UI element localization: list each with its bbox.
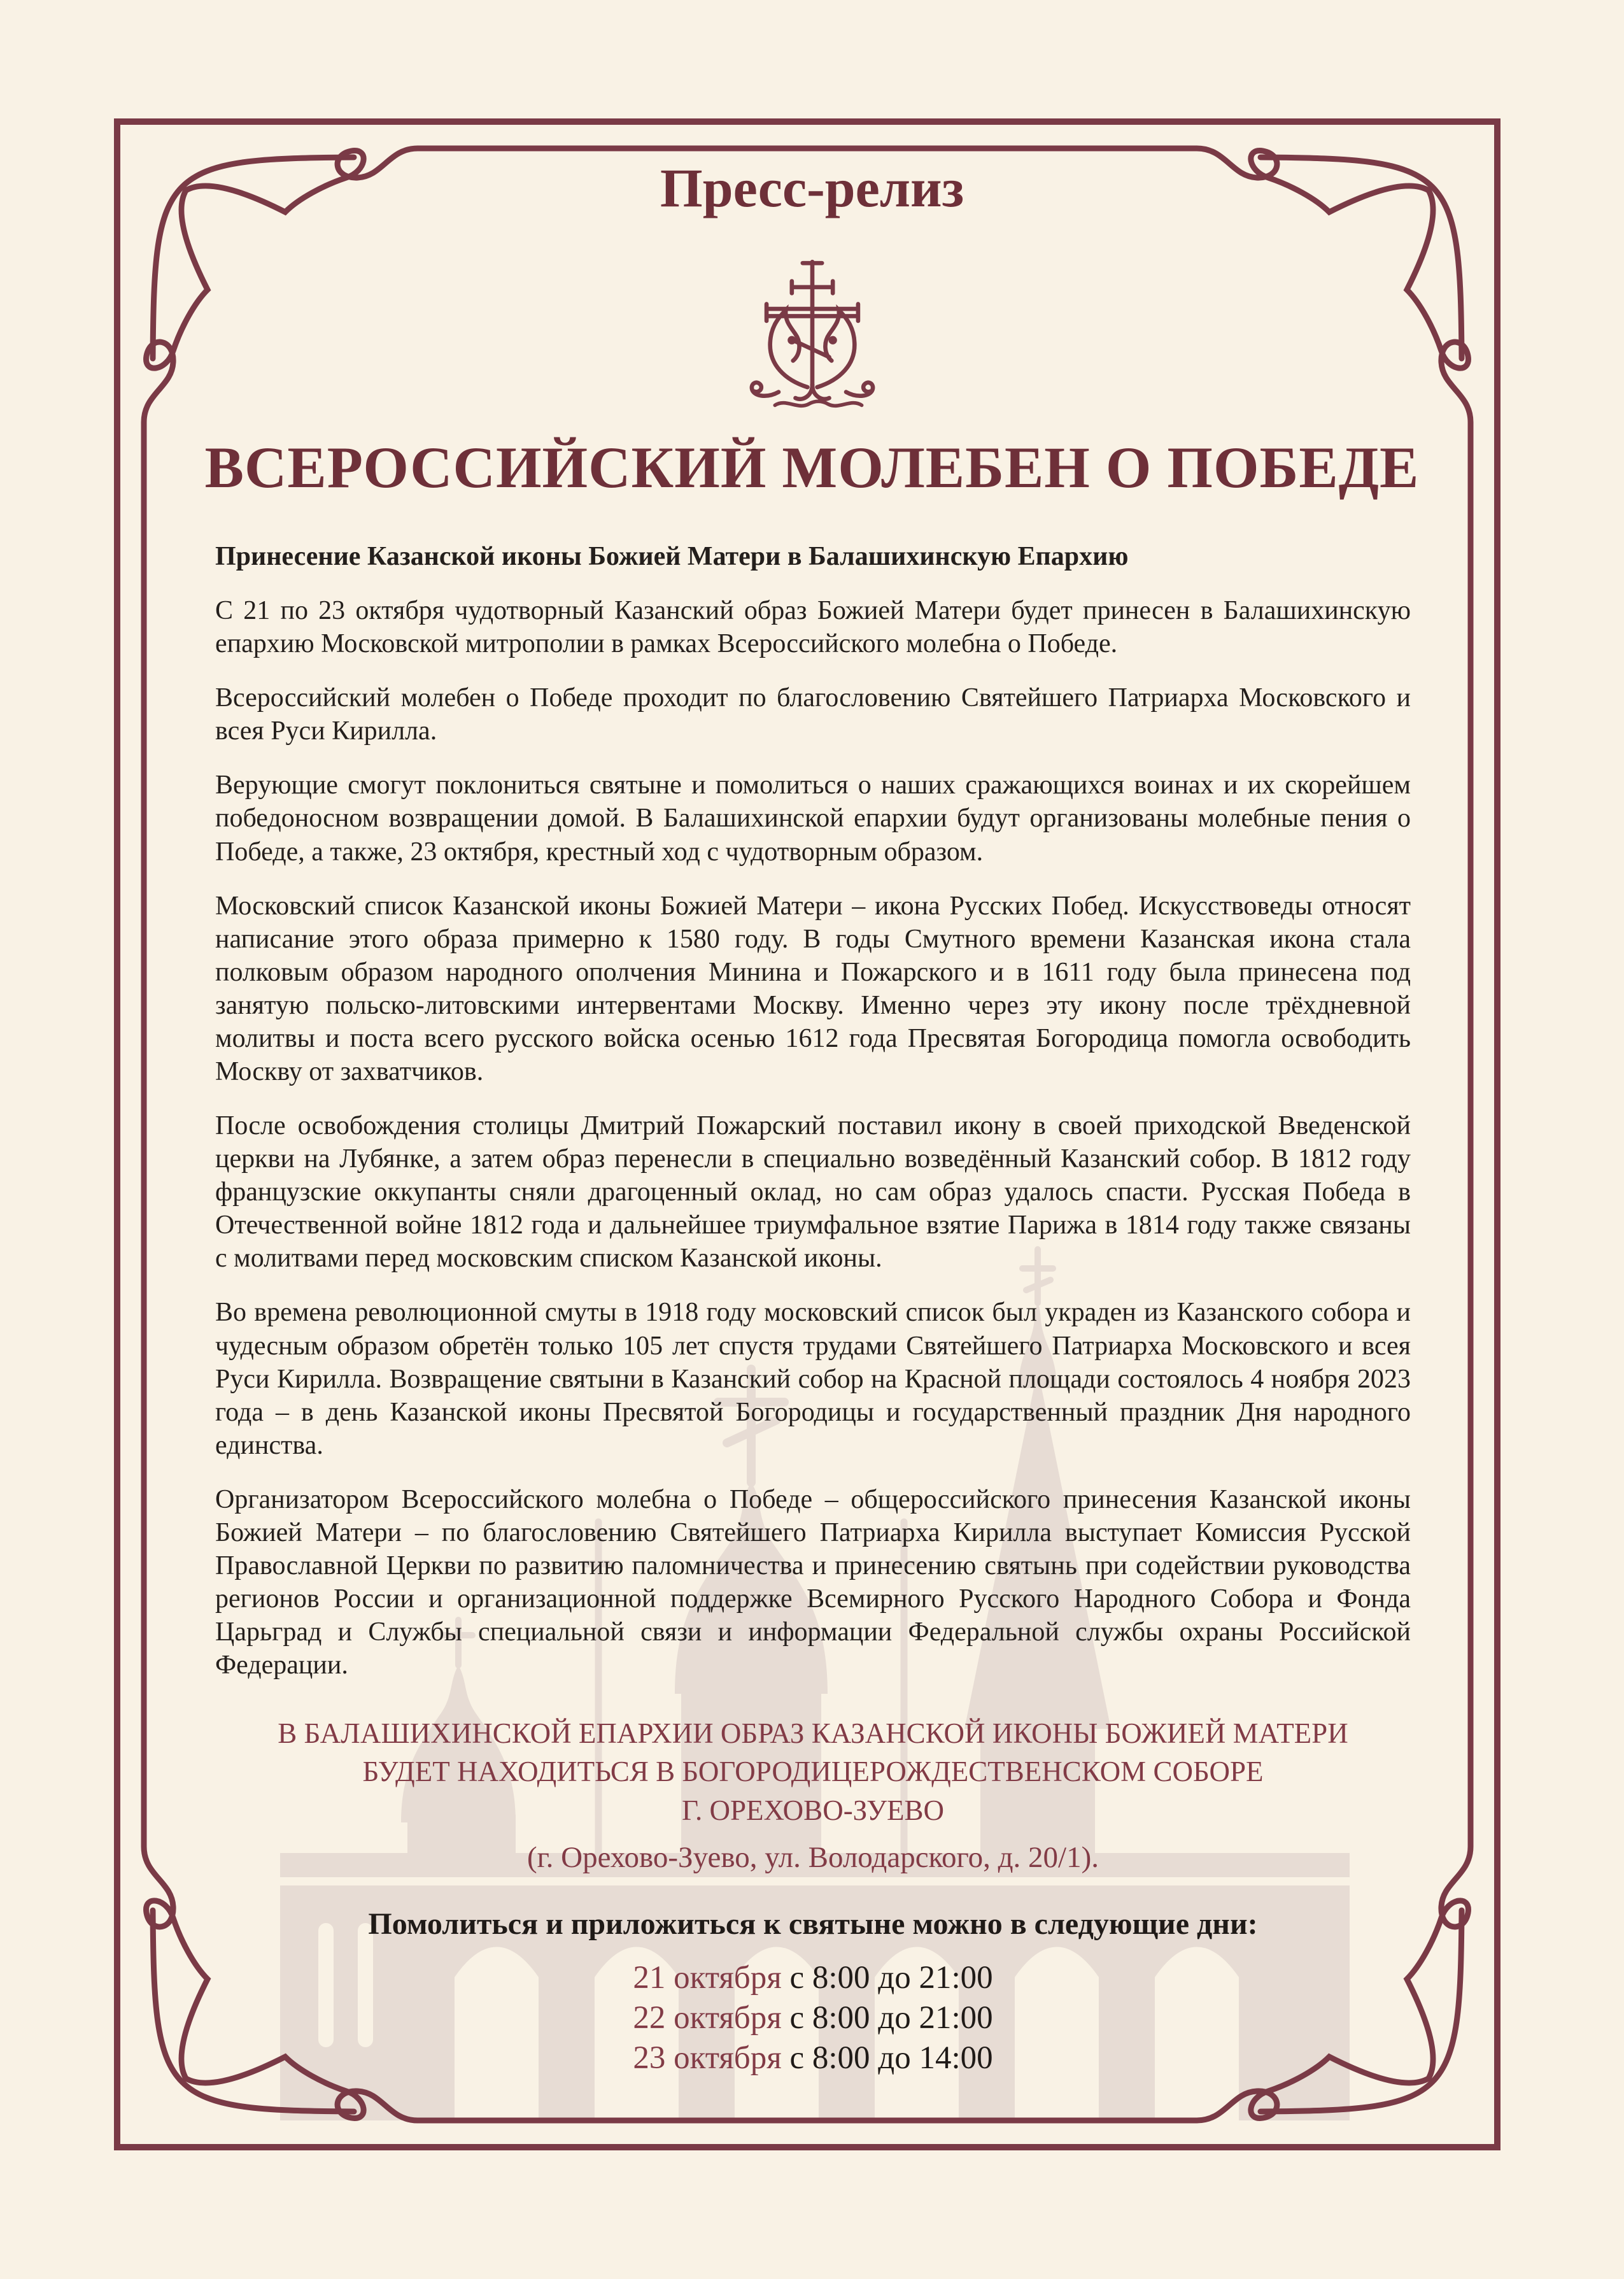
schedule-row xyxy=(633,2038,992,2078)
schedule-date: 22 октября xyxy=(633,1999,782,2036)
schedule-date: 21 октября xyxy=(633,1959,782,1996)
schedule-list xyxy=(633,1958,992,2078)
body-paragraph: Московский список Казанской иконы Божией Матери – икона Русских Побед. Искусствоведы относят написание этого образа примерно к 1580 году. В годы Смутного времени Казанская икона стала полковым образом народного ополчения Минина и Пожарского и в 1611 году была принесена под занятую польско-литовскими интервентами Москву. Именно через эту икону после трёхдневной молитвы и поста всего русского войска осенью 1612 года Пресвятая Богородица помогла освободить Москву от захватчиков. xyxy=(215,891,1411,1087)
body-paragraph: Во времена революционной смуты в 1918 году московский список был украден из Казанского собора и чудесным образом обретён только 105 лет спустя трудами Святейшего Патриарха Московского и всея Руси Кирилла. Возвращение святыни в Казанский собор на Красной площади состоялось 4 ноября 2023 года – в день Казанской иконы Пресвятой Богородицы и государственный праздник Дня народного единства. xyxy=(215,1298,1411,1460)
orthodox-cross-icon xyxy=(738,253,886,410)
body-paragraph: Всероссийский молебен о Победе проходит по благословению Святейшего Патриарха Московского и всея Руси Кирилла. xyxy=(215,683,1411,746)
lead-paragraph: Принесение Казанской иконы Божией Матери в Балашихинскую Епархию xyxy=(215,542,1129,571)
location-schedule-section xyxy=(215,1714,1411,2078)
body-paragraph: Организатором Всероссийского молебна о Победе – общероссийского принесения Казанской иконы Божией Матери – по благословению Святейшего Патриарха Кирилла выступает Комиссия Русской Православной Церкви по развитию паломничества и принесению святынь при содействии руководства регионов России и организационной поддержке Всемирного Русского Народного Собора и Фонда Царьград и Службы специальной связи и информации Федеральной службы охраны Российской Федерации. xyxy=(215,1484,1411,1680)
body-paragraph: Верующие смогут поклониться святыне и помолиться о наших сражающихся воинах и их скорейшем победоносном возвращении домой. В Балашихинской епархии будут организованы молебные пения о Победе, а также, 23 октября, крестный ход с чудотворным образом. xyxy=(215,770,1411,867)
location-line: БУДЕТ НАХОДИТЬСЯ В БОГОРОДИЦЕРОЖДЕСТВЕНСКОМ СОБОРЕ xyxy=(362,1756,1264,1788)
schedule-intro: Помолиться и приложиться к святыне можно в следующие дни: xyxy=(368,1906,1258,1941)
press-release-kicker: Пресс-релиз xyxy=(660,157,964,218)
body-paragraph: С 21 по 23 октября чудотворный Казанский образ Божией Матери будет принесен в Балашихинскую епархию Московской митрополии в рамках Всероссийского молебна о Победе. xyxy=(215,596,1411,659)
schedule-date: 23 октября xyxy=(633,2040,782,2076)
schedule-time: с 8:00 до 21:00 xyxy=(789,1999,993,2036)
location-line: Г. ОРЕХОВО-ЗУЕВО xyxy=(682,1794,944,1826)
schedule-row xyxy=(633,1998,992,2038)
page-title: ВСЕРОССИЙСКИЙ МОЛЕБЕН О ПОБЕДЕ xyxy=(204,435,1420,500)
location-line: В БАЛАШИХИНСКОЙ ЕПАРХИИ ОБРАЗ КАЗАНСКОЙ ИКОНЫ БОЖИЕЙ МАТЕРИ xyxy=(278,1717,1348,1749)
location-heading xyxy=(215,1714,1411,1877)
schedule-time: с 8:00 до 14:00 xyxy=(789,2040,993,2076)
schedule-row xyxy=(633,1958,992,1998)
body-paragraph: После освобождения столицы Дмитрий Пожарский поставил икону в своей приходской Введенской церкви на Лубянке, а затем образ перенесли в специально возведённый Казанский собор. В 1812 году французские оккупанты сняли драгоценный оклад, но сам образ удалось спасти. Русская Победа в Отечественной войне 1812 года и дальнейшее триумфальное взятие Парижа в 1814 году также связаны с молитвами перед московским списком Казанской иконы. xyxy=(215,1111,1411,1274)
body-text xyxy=(215,540,1411,1715)
schedule-time: с 8:00 до 21:00 xyxy=(789,1959,993,1996)
address-line: (г. Орехово-Зуево, ул. Володарского, д. 20/1). xyxy=(527,1840,1099,1874)
